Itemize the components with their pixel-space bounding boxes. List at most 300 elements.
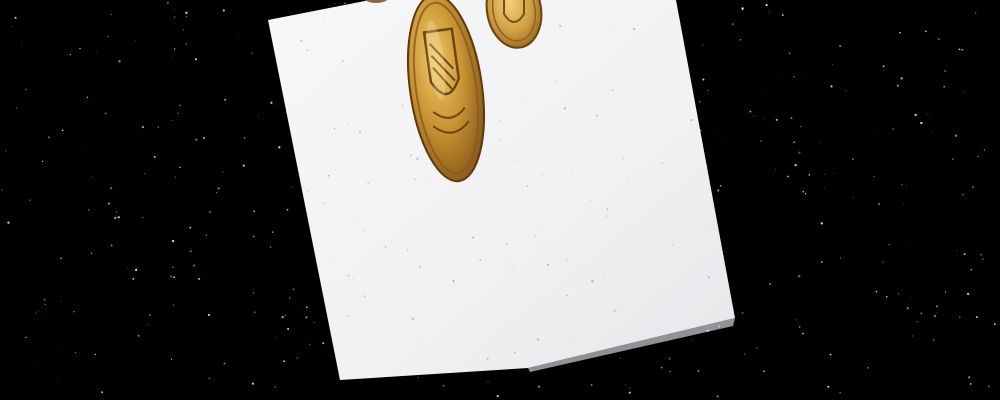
star <box>933 339 935 341</box>
star <box>179 167 181 169</box>
paper-speck <box>698 186 699 187</box>
star <box>135 269 137 271</box>
star <box>418 377 419 378</box>
star <box>25 337 26 338</box>
paper-speck <box>602 148 603 149</box>
star <box>824 187 825 188</box>
paper-speck <box>703 54 704 55</box>
star <box>244 137 245 138</box>
star <box>252 382 254 384</box>
star <box>272 231 274 233</box>
star <box>96 52 97 53</box>
star <box>42 161 43 162</box>
star <box>289 297 290 298</box>
paper-speck <box>410 154 411 155</box>
star <box>980 254 981 255</box>
star <box>994 323 996 325</box>
star <box>669 358 670 359</box>
star <box>591 384 593 386</box>
star <box>138 335 140 337</box>
star <box>769 283 771 285</box>
star <box>87 97 88 98</box>
star <box>793 141 795 143</box>
paper-speck <box>673 244 674 245</box>
paper-speck <box>328 175 330 177</box>
star <box>292 187 293 188</box>
star <box>763 371 765 373</box>
star <box>964 253 966 255</box>
star <box>964 92 965 93</box>
paper-speck <box>354 223 355 224</box>
star <box>936 305 938 307</box>
star <box>888 244 889 245</box>
star <box>952 158 954 160</box>
star <box>223 9 225 11</box>
star <box>791 117 793 119</box>
paper-speck <box>333 285 334 286</box>
star <box>119 217 120 218</box>
star <box>193 265 195 267</box>
star <box>189 227 191 229</box>
star <box>732 23 734 25</box>
star <box>173 9 174 10</box>
paper-speck <box>622 158 624 160</box>
paper-speck <box>559 25 561 27</box>
paper-speck <box>648 346 649 347</box>
star <box>83 148 84 149</box>
paper-speck <box>715 51 716 52</box>
star <box>955 135 957 137</box>
star <box>282 316 284 318</box>
star <box>878 129 879 130</box>
star <box>944 70 945 71</box>
star <box>92 177 93 178</box>
paper-speck <box>506 243 508 245</box>
star <box>957 250 958 251</box>
paper-speck <box>681 232 682 233</box>
star <box>116 211 117 212</box>
star <box>959 317 960 318</box>
star <box>827 386 829 388</box>
star <box>270 246 272 248</box>
star <box>821 261 823 263</box>
star <box>7 221 9 223</box>
star <box>886 296 888 298</box>
star <box>60 257 62 259</box>
star <box>669 359 670 360</box>
star <box>800 126 802 128</box>
paper-speck <box>513 268 515 270</box>
star <box>977 156 978 157</box>
star <box>760 140 762 142</box>
star <box>306 306 308 308</box>
star <box>717 190 719 192</box>
paper-speck <box>583 288 585 290</box>
star <box>927 114 928 115</box>
star <box>198 278 200 280</box>
paper-speck <box>300 40 302 42</box>
star <box>717 395 719 397</box>
star <box>497 395 499 397</box>
star <box>111 244 113 246</box>
star <box>712 135 713 136</box>
star <box>669 371 670 372</box>
star <box>852 158 853 159</box>
star <box>178 113 179 114</box>
star <box>897 85 899 87</box>
star <box>750 111 752 113</box>
star <box>258 115 259 116</box>
star <box>105 112 107 114</box>
star <box>38 311 39 312</box>
paper-speck <box>647 316 648 317</box>
star <box>5 150 6 151</box>
star <box>171 359 172 360</box>
paper-speck <box>708 229 709 230</box>
star <box>846 90 847 91</box>
star <box>488 381 489 382</box>
star <box>802 333 804 335</box>
star <box>75 352 76 353</box>
star <box>883 65 885 67</box>
star <box>925 30 927 32</box>
paper-speck <box>564 107 566 109</box>
star <box>203 137 205 139</box>
star <box>45 304 46 305</box>
paper-speck <box>332 257 334 259</box>
paper-speck <box>487 321 488 322</box>
star <box>314 322 315 323</box>
paper-speck <box>526 185 528 187</box>
star <box>154 156 156 158</box>
star <box>766 4 768 6</box>
star <box>808 174 810 176</box>
paper-speck <box>338 309 339 310</box>
paper-speck <box>606 208 608 210</box>
star <box>661 367 663 369</box>
star <box>195 58 197 60</box>
star <box>934 315 936 317</box>
star <box>270 102 272 104</box>
star <box>789 52 791 54</box>
paper-speck <box>542 230 543 231</box>
star <box>821 222 823 224</box>
star <box>793 76 795 78</box>
paper-speck <box>353 278 354 279</box>
star <box>334 3 335 4</box>
star <box>36 313 37 314</box>
star <box>174 48 175 49</box>
paper-speck <box>419 266 421 268</box>
star <box>70 54 71 55</box>
star <box>111 14 112 15</box>
star <box>787 176 789 178</box>
star <box>830 85 832 87</box>
paper-speck <box>710 95 712 97</box>
paper-speck <box>646 193 647 194</box>
star <box>42 315 43 316</box>
star <box>344 2 346 4</box>
star <box>921 313 922 314</box>
star <box>142 126 144 128</box>
star <box>629 387 630 388</box>
paper-speck <box>307 49 308 50</box>
paper-speck <box>616 329 618 331</box>
star <box>769 12 770 13</box>
star <box>135 40 136 41</box>
star <box>216 192 217 193</box>
paper-speck <box>347 124 349 126</box>
star <box>44 299 46 301</box>
star <box>805 193 806 194</box>
star <box>278 146 280 148</box>
star <box>218 187 220 189</box>
paper-speck <box>606 215 608 217</box>
star <box>79 48 80 49</box>
star <box>900 77 902 79</box>
star <box>284 314 286 316</box>
paper-speck <box>359 131 361 133</box>
paper-speck <box>342 60 344 62</box>
star <box>170 275 172 277</box>
star <box>740 39 742 41</box>
paper-speck <box>480 259 482 261</box>
star <box>906 243 907 244</box>
star <box>172 120 173 121</box>
star <box>110 187 112 189</box>
paper-speck <box>702 44 704 46</box>
paper-speck <box>402 104 404 106</box>
paper-speck <box>678 60 679 61</box>
star <box>538 386 540 388</box>
paper-speck <box>653 269 654 270</box>
star <box>243 164 245 166</box>
paper-speck <box>514 352 516 354</box>
star <box>883 261 884 262</box>
paper-speck <box>536 247 537 248</box>
star <box>726 137 727 138</box>
paper-speck <box>385 246 387 248</box>
star <box>763 118 764 119</box>
star <box>798 152 800 154</box>
star <box>14 17 16 19</box>
star <box>976 316 978 318</box>
paper-speck <box>426 181 427 182</box>
paper-speck <box>487 358 489 360</box>
star <box>776 119 778 121</box>
paper-speck <box>360 96 361 97</box>
paper-speck <box>566 294 568 296</box>
paper-speck <box>679 289 680 290</box>
star <box>967 293 969 295</box>
star <box>253 211 255 213</box>
star <box>782 14 784 16</box>
star <box>796 319 797 320</box>
paper-speck <box>626 177 628 179</box>
paper-speck <box>537 338 539 340</box>
paper-speck <box>514 160 515 161</box>
star <box>254 311 256 313</box>
star <box>173 276 175 278</box>
paper-speck <box>364 230 365 231</box>
star <box>239 33 240 34</box>
star <box>898 293 900 295</box>
paper-speck <box>591 280 593 282</box>
paper-speck <box>500 140 502 142</box>
star <box>179 105 181 107</box>
star <box>970 383 972 385</box>
paper-speck <box>412 318 414 320</box>
paper-speck <box>662 162 664 164</box>
paper-speck <box>494 146 495 147</box>
star <box>185 12 187 14</box>
star <box>132 278 134 280</box>
paper-speck <box>348 275 350 277</box>
paper-speck <box>335 194 336 195</box>
paper-speck <box>522 137 523 138</box>
paper-speck <box>614 310 615 311</box>
paper-speck <box>690 119 692 121</box>
star <box>101 391 103 393</box>
star <box>892 128 893 129</box>
star <box>834 173 835 174</box>
star <box>961 49 963 51</box>
star <box>625 384 626 385</box>
star <box>144 173 145 174</box>
star <box>708 90 709 91</box>
star <box>208 314 210 316</box>
star <box>629 392 631 394</box>
paper-speck <box>467 312 468 313</box>
paper-speck <box>547 264 549 266</box>
paper-speck <box>458 277 459 278</box>
paper-speck <box>391 322 392 323</box>
star <box>224 99 226 101</box>
star <box>209 211 211 213</box>
star <box>21 45 22 46</box>
star <box>172 267 173 268</box>
star <box>73 311 74 312</box>
star <box>936 312 937 313</box>
star <box>127 268 128 269</box>
paper-speck <box>332 187 333 188</box>
star <box>253 236 255 238</box>
star <box>275 338 276 339</box>
star <box>830 354 832 356</box>
star <box>293 288 295 290</box>
star <box>803 191 805 193</box>
star <box>209 377 211 379</box>
star <box>756 347 757 348</box>
paper-speck <box>671 312 672 313</box>
paper-sheet <box>268 0 735 380</box>
star <box>840 392 841 393</box>
star <box>972 186 974 188</box>
star <box>915 114 917 116</box>
star <box>442 385 444 387</box>
paper-speck <box>499 120 500 121</box>
star <box>920 122 922 124</box>
star <box>931 132 932 133</box>
paper-speck <box>364 295 366 297</box>
star <box>137 268 138 269</box>
star <box>186 43 187 44</box>
star <box>840 257 841 258</box>
paper-speck <box>690 341 691 342</box>
star <box>702 78 704 80</box>
paper-speck <box>572 173 573 174</box>
star <box>914 108 915 109</box>
paper-speck <box>347 315 348 316</box>
paper-speck <box>596 114 598 116</box>
paper-speck <box>572 336 573 337</box>
paper-speck <box>546 161 547 162</box>
paper-speck <box>414 178 415 179</box>
star <box>984 150 985 151</box>
star <box>251 52 253 54</box>
star <box>804 75 805 76</box>
star <box>906 185 907 186</box>
star <box>172 240 174 242</box>
star <box>60 301 61 302</box>
paper-speck <box>603 275 604 276</box>
paper-speck <box>619 357 621 359</box>
paper-speck <box>334 128 335 129</box>
star <box>222 171 223 172</box>
paper-speck <box>505 322 506 323</box>
star <box>878 203 880 205</box>
star <box>173 305 174 306</box>
star <box>698 370 700 372</box>
star <box>34 366 35 367</box>
star <box>91 253 92 254</box>
paper-speck <box>307 191 308 192</box>
star <box>283 360 285 362</box>
star <box>322 342 324 344</box>
star <box>798 275 800 277</box>
star <box>48 136 50 138</box>
star <box>287 328 289 330</box>
star <box>975 12 976 13</box>
paper-speck <box>541 173 542 174</box>
star <box>57 378 58 379</box>
star <box>917 321 919 323</box>
paper-speck <box>406 224 407 225</box>
star <box>912 335 914 337</box>
paper-speck <box>465 286 466 287</box>
star <box>839 45 841 47</box>
star <box>867 367 869 369</box>
paper-speck <box>535 236 536 237</box>
paper-speck <box>612 90 613 91</box>
star <box>120 334 121 335</box>
paper-speck <box>533 206 534 207</box>
star <box>901 184 903 186</box>
star <box>720 185 721 186</box>
star <box>114 217 116 219</box>
paper-speck <box>566 260 567 261</box>
star <box>108 202 110 204</box>
star <box>938 38 940 40</box>
star <box>799 326 800 327</box>
star <box>25 89 26 90</box>
paper-speck <box>608 28 609 29</box>
star <box>186 16 187 17</box>
star <box>107 36 108 37</box>
star <box>167 2 169 4</box>
star <box>88 209 89 210</box>
star <box>692 339 693 340</box>
